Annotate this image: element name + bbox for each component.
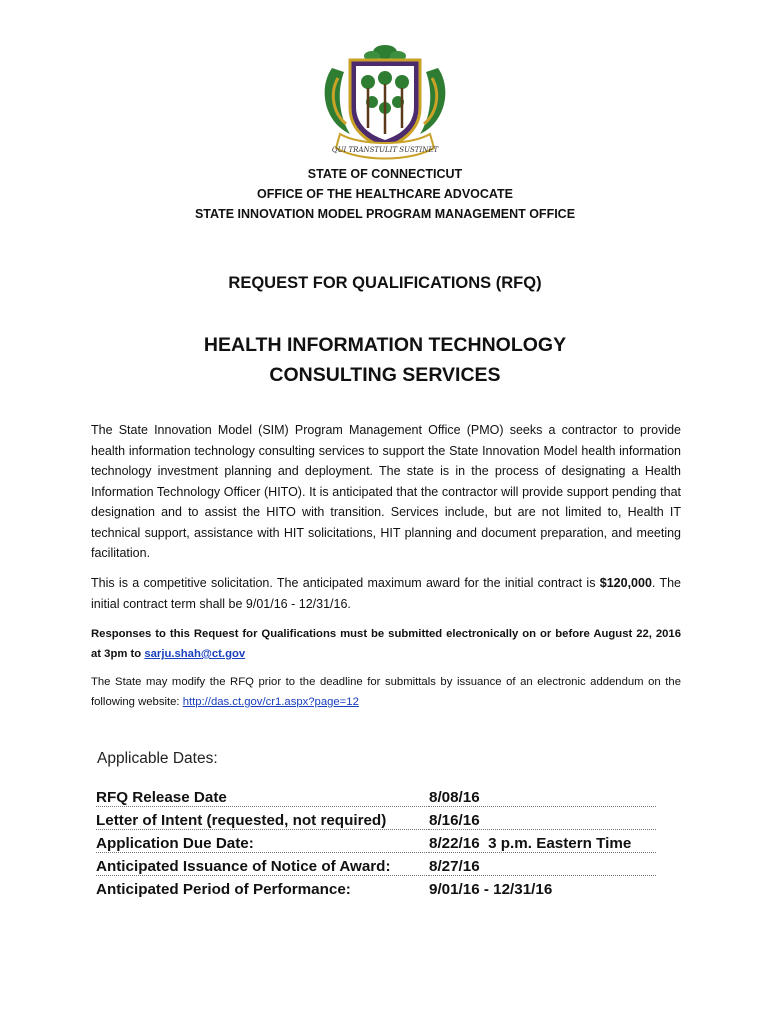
office-line-sim: STATE INNOVATION MODEL PROGRAM MANAGEMENT OFFICE xyxy=(194,207,576,221)
award-paragraph xyxy=(91,573,681,614)
table-row xyxy=(96,830,656,853)
intro-paragraph: The State Innovation Model (SIM) Program Management Office (PMO) seeks a contractor to provide health information technology consulting services to support the State Innovation Model health information technology investment planning and deployment. The state is in the process of designating a Health Information Technology Officer (HITO). It is anticipated that the contractor will provide support pending that designation and to assist the HITO with transition. Services include, but are not limited to, Health IT technical support, assistance with HIT solicitations, HIT planning and document preparation, and meeting facilitation. xyxy=(91,423,681,560)
table-row xyxy=(96,876,656,899)
date-label: Anticipated Period of Performance: xyxy=(96,881,351,898)
date-value: 8/22/16 3 p.m. Eastern Time xyxy=(429,830,656,853)
award-prefix: This is a competitive solicitation. The anticipated maximum award for the initial contract is xyxy=(91,576,600,590)
date-label: Anticipated Issuance of Notice of Award: xyxy=(96,853,429,876)
date-value: 8/08/16 xyxy=(429,784,656,807)
addendum-text: The State may modify the RFQ prior to the deadline for submittals by issuance of an electronic addendum on the following website: xyxy=(91,676,681,708)
table-row xyxy=(96,853,656,876)
contact-email-link[interactable]: sarju.shah@ct.gov xyxy=(144,648,246,660)
applicable-dates-heading: Applicable Dates: xyxy=(97,750,218,767)
office-line-state: STATE OF CONNECTICUT xyxy=(307,167,463,181)
rfq-title: REQUEST FOR QUALIFICATIONS (RFQ) xyxy=(228,274,542,292)
office-line-advocate: OFFICE OF THE HEALTHCARE ADVOCATE xyxy=(256,187,513,201)
date-value: 8/16/16 xyxy=(429,807,656,830)
date-value: 9/01/16 - 12/31/16 xyxy=(429,881,553,898)
award-amount: $120,000 xyxy=(599,576,652,590)
seal-motto: QUI TRANSTULIT SUSTINET xyxy=(331,146,439,154)
award-suffix: . The initial contract term shall be 9/01/16 - 12/31/16. xyxy=(91,576,681,611)
date-value: 8/27/16 xyxy=(429,853,656,876)
connecticut-seal-emblem xyxy=(310,38,460,166)
date-label: Letter of Intent (requested, not required) xyxy=(96,807,429,830)
main-title-line1: HEALTH INFORMATION TECHNOLOGY xyxy=(203,334,567,356)
date-label: RFQ Release Date xyxy=(96,784,429,807)
applicable-dates-table xyxy=(96,784,656,898)
responses-text: Responses to this Request for Qualifications must be submitted electronically on or before August 22, 2016 at 3pm to xyxy=(91,628,681,660)
table-row xyxy=(96,807,656,830)
addendum-paragraph xyxy=(91,672,681,712)
date-label: Application Due Date: xyxy=(96,830,429,853)
office-header xyxy=(0,164,770,224)
addendum-website-link[interactable]: http://das.ct.gov/cr1.aspx?page=12 xyxy=(182,696,359,708)
responses-paragraph xyxy=(91,624,681,664)
table-row xyxy=(96,784,656,807)
main-title-line2: CONSULTING SERVICES xyxy=(269,364,501,386)
main-title xyxy=(0,330,770,390)
